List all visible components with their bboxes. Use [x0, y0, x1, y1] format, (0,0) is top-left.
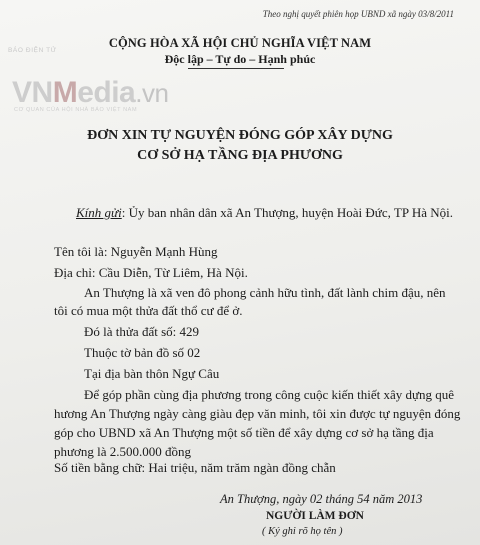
map-sheet: Thuộc tờ bản đồ số 02	[84, 345, 201, 360]
watermark-tld: .vn	[135, 78, 169, 108]
watermark-vn: VN	[12, 76, 53, 109]
paragraph1-line2: tôi có mua một thửa đất thổ cư để ở.	[54, 303, 243, 318]
village: Tại địa bàn thôn Ngự Câu	[84, 366, 220, 381]
document-title-line2: CƠ SỞ HẠ TẦNG ĐỊA PHƯƠNG	[137, 148, 343, 163]
meeting-note: Theo nghị quyết phiên họp UBND xã ngày 03/8/2011	[262, 9, 454, 19]
paragraph2-line1: Để góp phần cùng địa phương trong công cuộc kiến thiết xây dựng quê	[84, 387, 455, 402]
national-title: CỘNG HÒA XÃ HỘI CHỦ NGHĨA VIỆT NAM	[108, 36, 372, 50]
amount-in-words: Số tiền bằng chữ: Hai triệu, năm trăm ngàn đồng chẵn	[54, 460, 336, 475]
signature-note: ( Ký ghi rõ họ tên )	[262, 526, 343, 537]
watermark-logo	[12, 76, 168, 110]
paragraph2-line4: phương là 2.500.000 đồng	[54, 444, 192, 459]
paragraph2-line3: góp cho UBND xã An Thượng một số tiền để xây dựng cơ sở hạ tầng địa	[54, 425, 434, 440]
signer-title: NGƯỜI LÀM ĐƠN	[266, 510, 364, 522]
watermark-caption-bottom: CƠ QUAN CỦA HỘI NHÀ BÁO VIỆT NAM	[14, 107, 138, 113]
watermark-caption-top: BÁO ĐIỆN TỬ	[8, 47, 57, 54]
date-line: An Thượng, ngày 02 tháng 54 năm 2013	[220, 492, 423, 506]
plot-number: Đó là thửa đất số: 429	[84, 324, 200, 339]
recipient-text: : Ủy ban nhân dân xã An Thượng, huyện Hoài Đức, TP Hà Nội.	[121, 205, 453, 220]
watermark-edia: edia	[77, 76, 136, 109]
paragraph2-line2: hương An Thượng ngày càng giàu đẹp văn minh, tôi xin được tự nguyện đóng	[54, 406, 461, 421]
watermark-m: M	[52, 76, 78, 109]
paragraph1-line1: An Thượng là xã ven đô phong cảnh hữu tình, đất lành chim đậu, nên	[84, 285, 446, 300]
recipient-line	[76, 205, 453, 221]
applicant-name: Tên tôi là: Nguyễn Mạnh Hùng	[54, 244, 218, 259]
document-title-line1: ĐƠN XIN TỰ NGUYỆN ĐÓNG GÓP XÂY DỰNG	[87, 128, 393, 143]
national-motto: Độc lập – Tự do – Hạnh phúc	[164, 52, 316, 66]
recipient-label: Kính gửi	[76, 205, 122, 220]
motto-underline	[188, 68, 284, 69]
applicant-address: Địa chỉ: Cầu Diễn, Từ Liêm, Hà Nội.	[54, 265, 248, 280]
